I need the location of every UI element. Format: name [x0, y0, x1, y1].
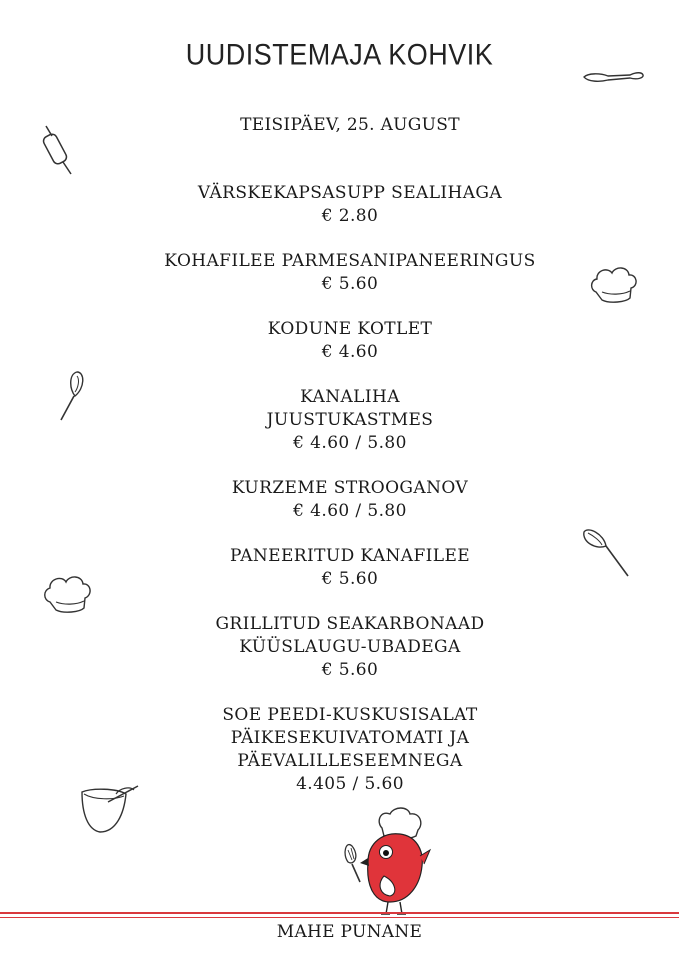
- menu-item: [0, 386, 679, 455]
- dish-name: VÄRSKEKAPSASUPP SEALIHAGA: [197, 183, 503, 203]
- dish-price: € 5.60: [321, 569, 379, 589]
- menu-list: [0, 182, 679, 818]
- mixing-bowl-icon: [76, 780, 146, 838]
- dish-name: PÄEVALILLESEEMNEGA: [237, 751, 463, 771]
- dish-name: KÜÜSLAUGU-UBADEGA: [239, 637, 461, 657]
- dish-price: € 5.60: [321, 274, 379, 294]
- menu-item: [0, 250, 679, 296]
- dish-name: KOHAFILEE PARMESANIPANEERINGUS: [164, 251, 536, 271]
- menu-item: [0, 477, 679, 523]
- dish-price: 4.405 / 5.60: [296, 774, 404, 794]
- chef-hat-icon: [40, 570, 96, 616]
- dish-name: GRILLITUD SEAKARBONAAD: [215, 614, 485, 634]
- rolling-pin-icon: [38, 122, 80, 178]
- menu-date: TEISIPÄEV, 25. AUGUST: [240, 115, 460, 135]
- page-title: UUDISTEMAJA KOHVIK: [185, 38, 494, 72]
- dish-name: PÄIKESEKUIVATOMATI JA: [230, 728, 470, 748]
- dish-price: € 4.60 / 5.80: [293, 501, 407, 521]
- footer-brand: MAHE PUNANE: [276, 922, 423, 942]
- whisk-icon: [578, 524, 636, 582]
- dish-price: € 4.60 / 5.80: [293, 433, 407, 453]
- dish-price: € 4.60: [321, 342, 379, 362]
- dish-name: KURZEME STROOGANOV: [231, 478, 469, 498]
- menu-item: [0, 318, 679, 364]
- spoon-icon: [580, 66, 646, 88]
- dish-name: SOE PEEDI-KUSKUSISALAT: [222, 705, 478, 725]
- footer-divider: [0, 912, 679, 918]
- chef-hat-icon: [588, 262, 640, 306]
- dish-price: € 5.60: [321, 660, 379, 680]
- bird-mascot-icon: [338, 806, 433, 922]
- menu-item: [0, 613, 679, 682]
- whisk-icon: [55, 366, 91, 424]
- dish-price: € 2.80: [321, 206, 379, 226]
- dish-name: KANALIHA: [300, 387, 400, 407]
- dish-name: PANEERITUD KANAFILEE: [229, 546, 471, 566]
- dish-name: KODUNE KOTLET: [267, 319, 433, 339]
- dish-name: JUUSTUKASTMES: [266, 410, 434, 430]
- menu-item: [0, 182, 679, 228]
